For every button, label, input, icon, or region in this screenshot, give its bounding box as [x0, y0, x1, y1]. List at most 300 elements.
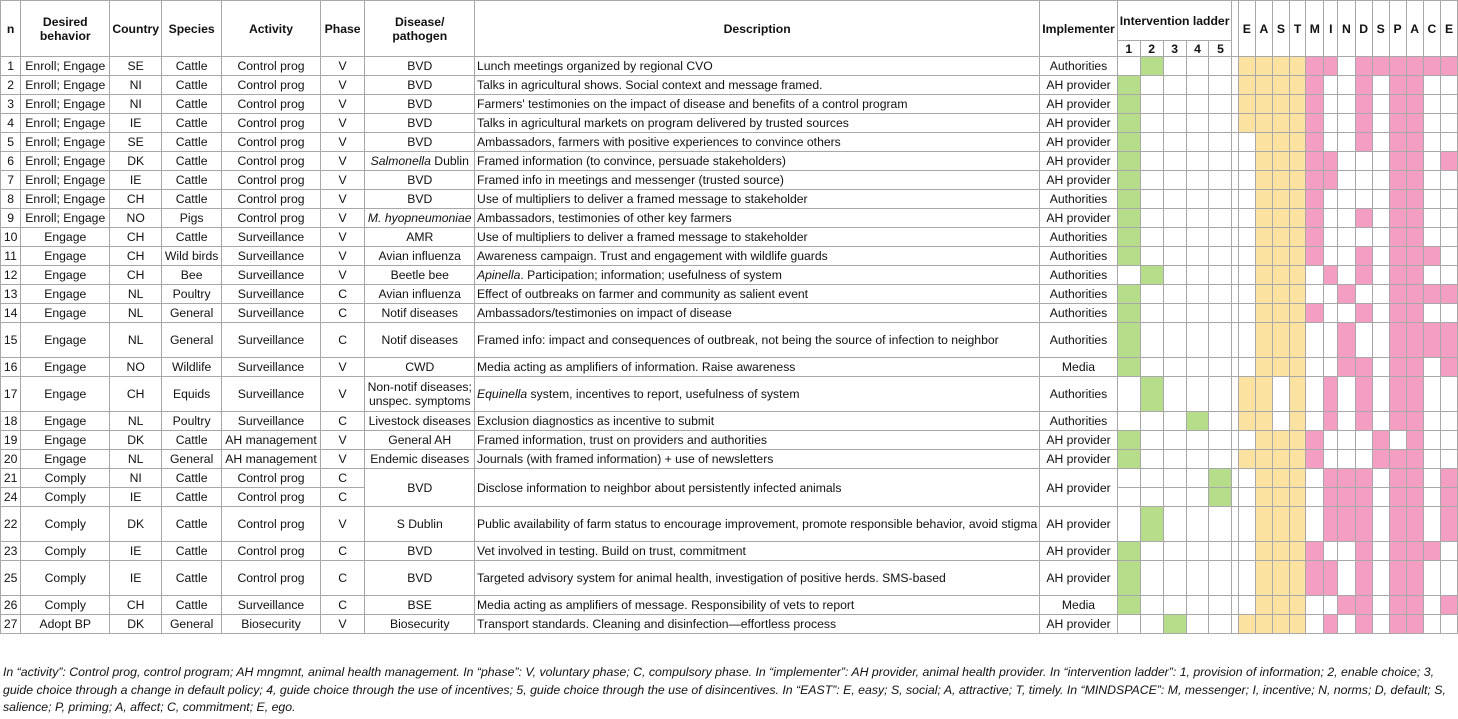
mindspace-mark-m	[1306, 323, 1324, 358]
cell-country: DK	[110, 431, 162, 450]
cell-description: Awareness campaign. Trust and engagement with wildlife guards	[475, 247, 1040, 266]
cell-activity: Surveillance	[222, 266, 321, 285]
mindspace-mark-e	[1441, 615, 1458, 634]
ladder-mark-3	[1163, 228, 1186, 247]
mindspace-mark-c	[1423, 542, 1440, 561]
mindspace-mark-c	[1423, 266, 1440, 285]
east-mark-a	[1255, 507, 1272, 542]
cell-species: Cattle	[162, 561, 222, 596]
mindspace-mark-e	[1441, 450, 1458, 469]
ladder-mark-2	[1140, 377, 1163, 412]
table-row	[1, 507, 1458, 542]
cell-disease: AMR	[365, 228, 475, 247]
mindspace-mark-p	[1389, 596, 1406, 615]
mindspace-mark-m	[1306, 152, 1324, 171]
cell-species: Cattle	[162, 76, 222, 95]
mindspace-mark-n	[1338, 209, 1355, 228]
cell-country: CH	[110, 247, 162, 266]
mindspace-mark-p	[1389, 57, 1406, 76]
mindspace-mark-m	[1306, 615, 1324, 634]
cell-country: NL	[110, 412, 162, 431]
cell-phase: V	[320, 247, 365, 266]
ladder-mark-1	[1117, 431, 1140, 450]
mindspace-mark-p	[1389, 152, 1406, 171]
ladder-mark-5	[1209, 561, 1232, 596]
ladder-mark-3	[1163, 133, 1186, 152]
east-mark-s	[1273, 209, 1290, 228]
mindspace-mark-d	[1355, 76, 1372, 95]
ladder-mark-5	[1209, 450, 1232, 469]
east-mark-t	[1289, 377, 1305, 412]
cell-implementer: AH provider	[1040, 152, 1117, 171]
ladder-mark-1	[1117, 615, 1140, 634]
cell-description: Talks in agricultural markets on program delivered by trusted sources	[475, 114, 1040, 133]
east-mark-e	[1238, 431, 1255, 450]
ladder-mark-5	[1209, 266, 1232, 285]
disease-rest: Dublin	[430, 154, 469, 168]
ladder-mark-1	[1117, 412, 1140, 431]
mindspace-mark-n	[1338, 304, 1355, 323]
east-mark-t	[1289, 114, 1305, 133]
cell-description: Ambassadors, testimonies of other key farmers	[475, 209, 1040, 228]
ladder-mark-1	[1117, 190, 1140, 209]
mindspace-mark-p	[1389, 95, 1406, 114]
disease-italic: M. hyopneumoniae	[367, 211, 472, 225]
ladder-mark-3	[1163, 358, 1186, 377]
mindspace-mark-c	[1423, 596, 1440, 615]
mindspace-mark-c	[1423, 133, 1440, 152]
ladder-mark-5	[1209, 171, 1232, 190]
ladder-mark-1	[1117, 133, 1140, 152]
east-mark-t	[1289, 542, 1305, 561]
mindspace-mark-n	[1338, 133, 1355, 152]
mindspace-mark-p	[1389, 285, 1406, 304]
east-mark-a	[1255, 133, 1272, 152]
cell-disease: Endemic diseases	[365, 450, 475, 469]
mindspace-mark-n	[1338, 285, 1355, 304]
east-mark-a	[1255, 190, 1272, 209]
cell-phase: C	[320, 596, 365, 615]
table-row	[1, 358, 1458, 377]
mindspace-mark-e	[1441, 542, 1458, 561]
mindspace-mark-p	[1389, 450, 1406, 469]
ladder-mark-3	[1163, 469, 1186, 488]
header-ladder-3: 3	[1163, 41, 1186, 57]
mindspace-mark-i	[1324, 561, 1338, 596]
cell-implementer: AH provider	[1040, 615, 1117, 634]
ladder-mark-4	[1186, 114, 1209, 133]
cell-behavior: Engage	[21, 431, 110, 450]
cell-implementer: AH provider	[1040, 171, 1117, 190]
header-east-s: S	[1273, 1, 1290, 57]
description-rest: system, incentives to report, usefulness of system	[527, 387, 800, 401]
cell-phase: V	[320, 377, 365, 412]
mindspace-mark-s	[1372, 488, 1389, 507]
cell-description: Talks in agricultural shows. Social context and message framed.	[475, 76, 1040, 95]
cell-country: SE	[110, 57, 162, 76]
cell-disease: BVD	[365, 542, 475, 561]
mindspace-mark-p	[1389, 488, 1406, 507]
mindspace-mark-a	[1406, 228, 1423, 247]
east-mark-s	[1273, 377, 1290, 412]
cell-country: IE	[110, 542, 162, 561]
cell-behavior: Engage	[21, 266, 110, 285]
cell-description: Targeted advisory system for animal health, investigation of positive herds. SMS-based	[475, 561, 1040, 596]
ladder-mark-2	[1140, 450, 1163, 469]
east-mark-a	[1255, 76, 1272, 95]
ladder-mark-4	[1186, 615, 1209, 634]
cell-implementer: AH provider	[1040, 209, 1117, 228]
ladder-mark-2	[1140, 228, 1163, 247]
table-row	[1, 133, 1458, 152]
mindspace-mark-d	[1355, 542, 1372, 561]
cell-species: Cattle	[162, 228, 222, 247]
mindspace-mark-m	[1306, 228, 1324, 247]
mindspace-mark-c	[1423, 507, 1440, 542]
mindspace-mark-i	[1324, 304, 1338, 323]
east-mark-e	[1238, 57, 1255, 76]
mindspace-mark-a	[1406, 469, 1423, 488]
ladder-mark-1	[1117, 304, 1140, 323]
ladder-mark-5	[1209, 596, 1232, 615]
cell-activity: Control prog	[222, 507, 321, 542]
cell-implementer: Authorities	[1040, 190, 1117, 209]
mindspace-mark-c	[1423, 57, 1440, 76]
mindspace-mark-a	[1406, 596, 1423, 615]
mindspace-mark-a	[1406, 561, 1423, 596]
ladder-mark-1	[1117, 152, 1140, 171]
cell-phase: V	[320, 358, 365, 377]
mindspace-mark-i	[1324, 247, 1338, 266]
mindspace-mark-s	[1372, 285, 1389, 304]
ladder-mark-4	[1186, 412, 1209, 431]
cell-phase: C	[320, 304, 365, 323]
cell-behavior: Engage	[21, 377, 110, 412]
ladder-mark-4	[1186, 152, 1209, 171]
east-mark-e	[1238, 133, 1255, 152]
cell-disease: BSE	[365, 596, 475, 615]
ladder-mark-2	[1140, 133, 1163, 152]
mindspace-mark-d	[1355, 377, 1372, 412]
east-mark-s	[1273, 596, 1290, 615]
cell-phase: C	[320, 488, 365, 507]
mindspace-mark-d	[1355, 596, 1372, 615]
ladder-mark-3	[1163, 247, 1186, 266]
ladder-mark-4	[1186, 266, 1209, 285]
cell-phase: V	[320, 266, 365, 285]
cell-disease: Non-notif diseases; unspec. symptoms	[365, 377, 475, 412]
cell-country: SE	[110, 133, 162, 152]
mindspace-mark-d	[1355, 171, 1372, 190]
cell-behavior: Engage	[21, 412, 110, 431]
ladder-mark-4	[1186, 542, 1209, 561]
east-mark-t	[1289, 76, 1305, 95]
mindspace-mark-e	[1441, 469, 1458, 488]
mindspace-mark-p	[1389, 171, 1406, 190]
mindspace-mark-d	[1355, 209, 1372, 228]
east-mark-a	[1255, 412, 1272, 431]
ladder-mark-5	[1209, 323, 1232, 358]
east-mark-a	[1255, 114, 1272, 133]
cell-phase: C	[320, 469, 365, 488]
mindspace-mark-c	[1423, 285, 1440, 304]
mindspace-mark-n	[1338, 152, 1355, 171]
east-mark-s	[1273, 114, 1290, 133]
mindspace-mark-n	[1338, 469, 1355, 488]
mindspace-mark-c	[1423, 412, 1440, 431]
east-mark-s	[1273, 615, 1290, 634]
mindspace-mark-d	[1355, 469, 1372, 488]
east-mark-a	[1255, 209, 1272, 228]
mindspace-mark-m	[1306, 488, 1324, 507]
cell-n: 19	[1, 431, 21, 450]
ladder-mark-2	[1140, 507, 1163, 542]
cell-n: 13	[1, 285, 21, 304]
cell-description: Media acting as amplifiers of information. Raise awareness	[475, 358, 1040, 377]
cell-description: Media acting as amplifiers of message. Responsibility of vets to report	[475, 596, 1040, 615]
mindspace-mark-n	[1338, 76, 1355, 95]
east-mark-t	[1289, 323, 1305, 358]
east-mark-t	[1289, 431, 1305, 450]
cell-behavior: Adopt BP	[21, 615, 110, 634]
east-mark-a	[1255, 450, 1272, 469]
header-east-e: E	[1238, 1, 1255, 57]
east-mark-a	[1255, 304, 1272, 323]
mindspace-mark-a	[1406, 412, 1423, 431]
cell-n: 6	[1, 152, 21, 171]
ladder-mark-5	[1209, 542, 1232, 561]
cell-activity: Control prog	[222, 171, 321, 190]
cell-activity: Control prog	[222, 561, 321, 596]
table-row	[1, 285, 1458, 304]
mindspace-mark-a	[1406, 95, 1423, 114]
mindspace-mark-p	[1389, 507, 1406, 542]
mindspace-mark-n	[1338, 247, 1355, 266]
cell-behavior: Enroll; Engage	[21, 114, 110, 133]
cell-activity: Surveillance	[222, 358, 321, 377]
east-mark-s	[1273, 323, 1290, 358]
east-mark-a	[1255, 469, 1272, 488]
ladder-mark-2	[1140, 431, 1163, 450]
cell-implementer: Authorities	[1040, 412, 1117, 431]
mindspace-mark-e	[1441, 596, 1458, 615]
cell-activity: Surveillance	[222, 412, 321, 431]
mindspace-mark-p	[1389, 228, 1406, 247]
header-mindspace-e: E	[1441, 1, 1458, 57]
cell-implementer: Authorities	[1040, 266, 1117, 285]
mindspace-mark-a	[1406, 431, 1423, 450]
mindspace-mark-i	[1324, 377, 1338, 412]
cell-activity: Control prog	[222, 542, 321, 561]
header-mindspace-n: N	[1338, 1, 1355, 57]
cell-species: Cattle	[162, 57, 222, 76]
east-mark-s	[1273, 76, 1290, 95]
east-mark-t	[1289, 190, 1305, 209]
mindspace-mark-n	[1338, 266, 1355, 285]
mindspace-mark-d	[1355, 615, 1372, 634]
mindspace-mark-e	[1441, 412, 1458, 431]
mindspace-mark-p	[1389, 561, 1406, 596]
cell-n: 24	[1, 488, 21, 507]
east-mark-t	[1289, 358, 1305, 377]
mindspace-mark-p	[1389, 377, 1406, 412]
cell-country: IE	[110, 561, 162, 596]
ladder-mark-3	[1163, 450, 1186, 469]
mindspace-mark-p	[1389, 542, 1406, 561]
mindspace-mark-m	[1306, 114, 1324, 133]
table-row	[1, 323, 1458, 358]
east-mark-s	[1273, 133, 1290, 152]
mindspace-mark-m	[1306, 247, 1324, 266]
cell-n: 26	[1, 596, 21, 615]
table-row	[1, 228, 1458, 247]
ladder-mark-5	[1209, 133, 1232, 152]
ladder-mark-1	[1117, 285, 1140, 304]
cell-activity: Control prog	[222, 190, 321, 209]
ladder-mark-2	[1140, 266, 1163, 285]
ladder-mark-5	[1209, 285, 1232, 304]
ladder-mark-2	[1140, 304, 1163, 323]
cell-country: DK	[110, 615, 162, 634]
cell-species: General	[162, 323, 222, 358]
mindspace-mark-a	[1406, 488, 1423, 507]
east-mark-t	[1289, 266, 1305, 285]
mindspace-mark-m	[1306, 190, 1324, 209]
cell-phase: V	[320, 190, 365, 209]
east-mark-t	[1289, 171, 1305, 190]
east-mark-t	[1289, 152, 1305, 171]
cell-phase: V	[320, 615, 365, 634]
mindspace-mark-s	[1372, 358, 1389, 377]
table-row	[1, 152, 1458, 171]
east-mark-s	[1273, 247, 1290, 266]
ladder-mark-2	[1140, 488, 1163, 507]
mindspace-mark-e	[1441, 358, 1458, 377]
ladder-mark-3	[1163, 596, 1186, 615]
cell-disease: BVD	[365, 57, 475, 76]
ladder-mark-2	[1140, 57, 1163, 76]
mindspace-mark-n	[1338, 95, 1355, 114]
cell-activity: Control prog	[222, 133, 321, 152]
east-mark-e	[1238, 358, 1255, 377]
cell-species: Cattle	[162, 95, 222, 114]
ladder-mark-1	[1117, 171, 1140, 190]
mindspace-mark-m	[1306, 57, 1324, 76]
cell-disease: Livestock diseases	[365, 412, 475, 431]
cell-phase: V	[320, 209, 365, 228]
ladder-mark-5	[1209, 412, 1232, 431]
ladder-mark-4	[1186, 190, 1209, 209]
mindspace-mark-i	[1324, 542, 1338, 561]
east-mark-s	[1273, 488, 1290, 507]
ladder-mark-5	[1209, 152, 1232, 171]
mindspace-mark-e	[1441, 76, 1458, 95]
east-mark-e	[1238, 209, 1255, 228]
mindspace-mark-c	[1423, 152, 1440, 171]
ladder-mark-5	[1209, 377, 1232, 412]
mindspace-mark-e	[1441, 377, 1458, 412]
east-mark-s	[1273, 57, 1290, 76]
mindspace-mark-i	[1324, 615, 1338, 634]
header-country: Country	[110, 1, 162, 57]
cell-country: CH	[110, 596, 162, 615]
east-mark-e	[1238, 152, 1255, 171]
mindspace-mark-s	[1372, 542, 1389, 561]
east-mark-e	[1238, 412, 1255, 431]
cell-behavior: Enroll; Engage	[21, 171, 110, 190]
east-mark-a	[1255, 171, 1272, 190]
mindspace-mark-e	[1441, 507, 1458, 542]
east-mark-t	[1289, 615, 1305, 634]
mindspace-mark-e	[1441, 152, 1458, 171]
mindspace-mark-m	[1306, 95, 1324, 114]
cell-activity: Surveillance	[222, 285, 321, 304]
east-mark-t	[1289, 285, 1305, 304]
ladder-mark-5	[1209, 358, 1232, 377]
header-behavior: Desired behavior	[21, 1, 110, 57]
cell-country: NI	[110, 469, 162, 488]
ladder-mark-5	[1209, 507, 1232, 542]
mindspace-mark-c	[1423, 76, 1440, 95]
mindspace-mark-e	[1441, 114, 1458, 133]
mindspace-mark-c	[1423, 615, 1440, 634]
cell-activity: Control prog	[222, 95, 321, 114]
ladder-mark-5	[1209, 469, 1232, 488]
cell-behavior: Comply	[21, 542, 110, 561]
cell-behavior: Comply	[21, 596, 110, 615]
mindspace-mark-n	[1338, 323, 1355, 358]
cell-phase: V	[320, 228, 365, 247]
ladder-mark-4	[1186, 596, 1209, 615]
table-row	[1, 266, 1458, 285]
cell-species: Poultry	[162, 285, 222, 304]
mindspace-mark-n	[1338, 57, 1355, 76]
cell-n: 12	[1, 266, 21, 285]
mindspace-mark-a	[1406, 377, 1423, 412]
cell-country: IE	[110, 488, 162, 507]
east-mark-t	[1289, 228, 1305, 247]
ladder-mark-1	[1117, 266, 1140, 285]
cell-country: DK	[110, 507, 162, 542]
table-row	[1, 596, 1458, 615]
east-mark-e	[1238, 247, 1255, 266]
mindspace-mark-s	[1372, 561, 1389, 596]
east-mark-e	[1238, 266, 1255, 285]
ladder-mark-5	[1209, 95, 1232, 114]
mindspace-mark-p	[1389, 114, 1406, 133]
mindspace-mark-s	[1372, 228, 1389, 247]
mindspace-mark-a	[1406, 209, 1423, 228]
cell-implementer: AH provider	[1040, 469, 1117, 507]
table-row	[1, 95, 1458, 114]
header-mindspace-s: S	[1372, 1, 1389, 57]
mindspace-mark-c	[1423, 304, 1440, 323]
east-mark-t	[1289, 133, 1305, 152]
cell-disease: General AH	[365, 431, 475, 450]
header-ladder-2: 2	[1140, 41, 1163, 57]
mindspace-mark-m	[1306, 450, 1324, 469]
ladder-mark-3	[1163, 209, 1186, 228]
cell-description: Exclusion diagnostics as incentive to submit	[475, 412, 1040, 431]
mindspace-mark-e	[1441, 561, 1458, 596]
cell-species: General	[162, 615, 222, 634]
mindspace-mark-a	[1406, 358, 1423, 377]
mindspace-mark-i	[1324, 171, 1338, 190]
ladder-mark-1	[1117, 358, 1140, 377]
table-row	[1, 114, 1458, 133]
ladder-mark-4	[1186, 209, 1209, 228]
east-mark-a	[1255, 247, 1272, 266]
